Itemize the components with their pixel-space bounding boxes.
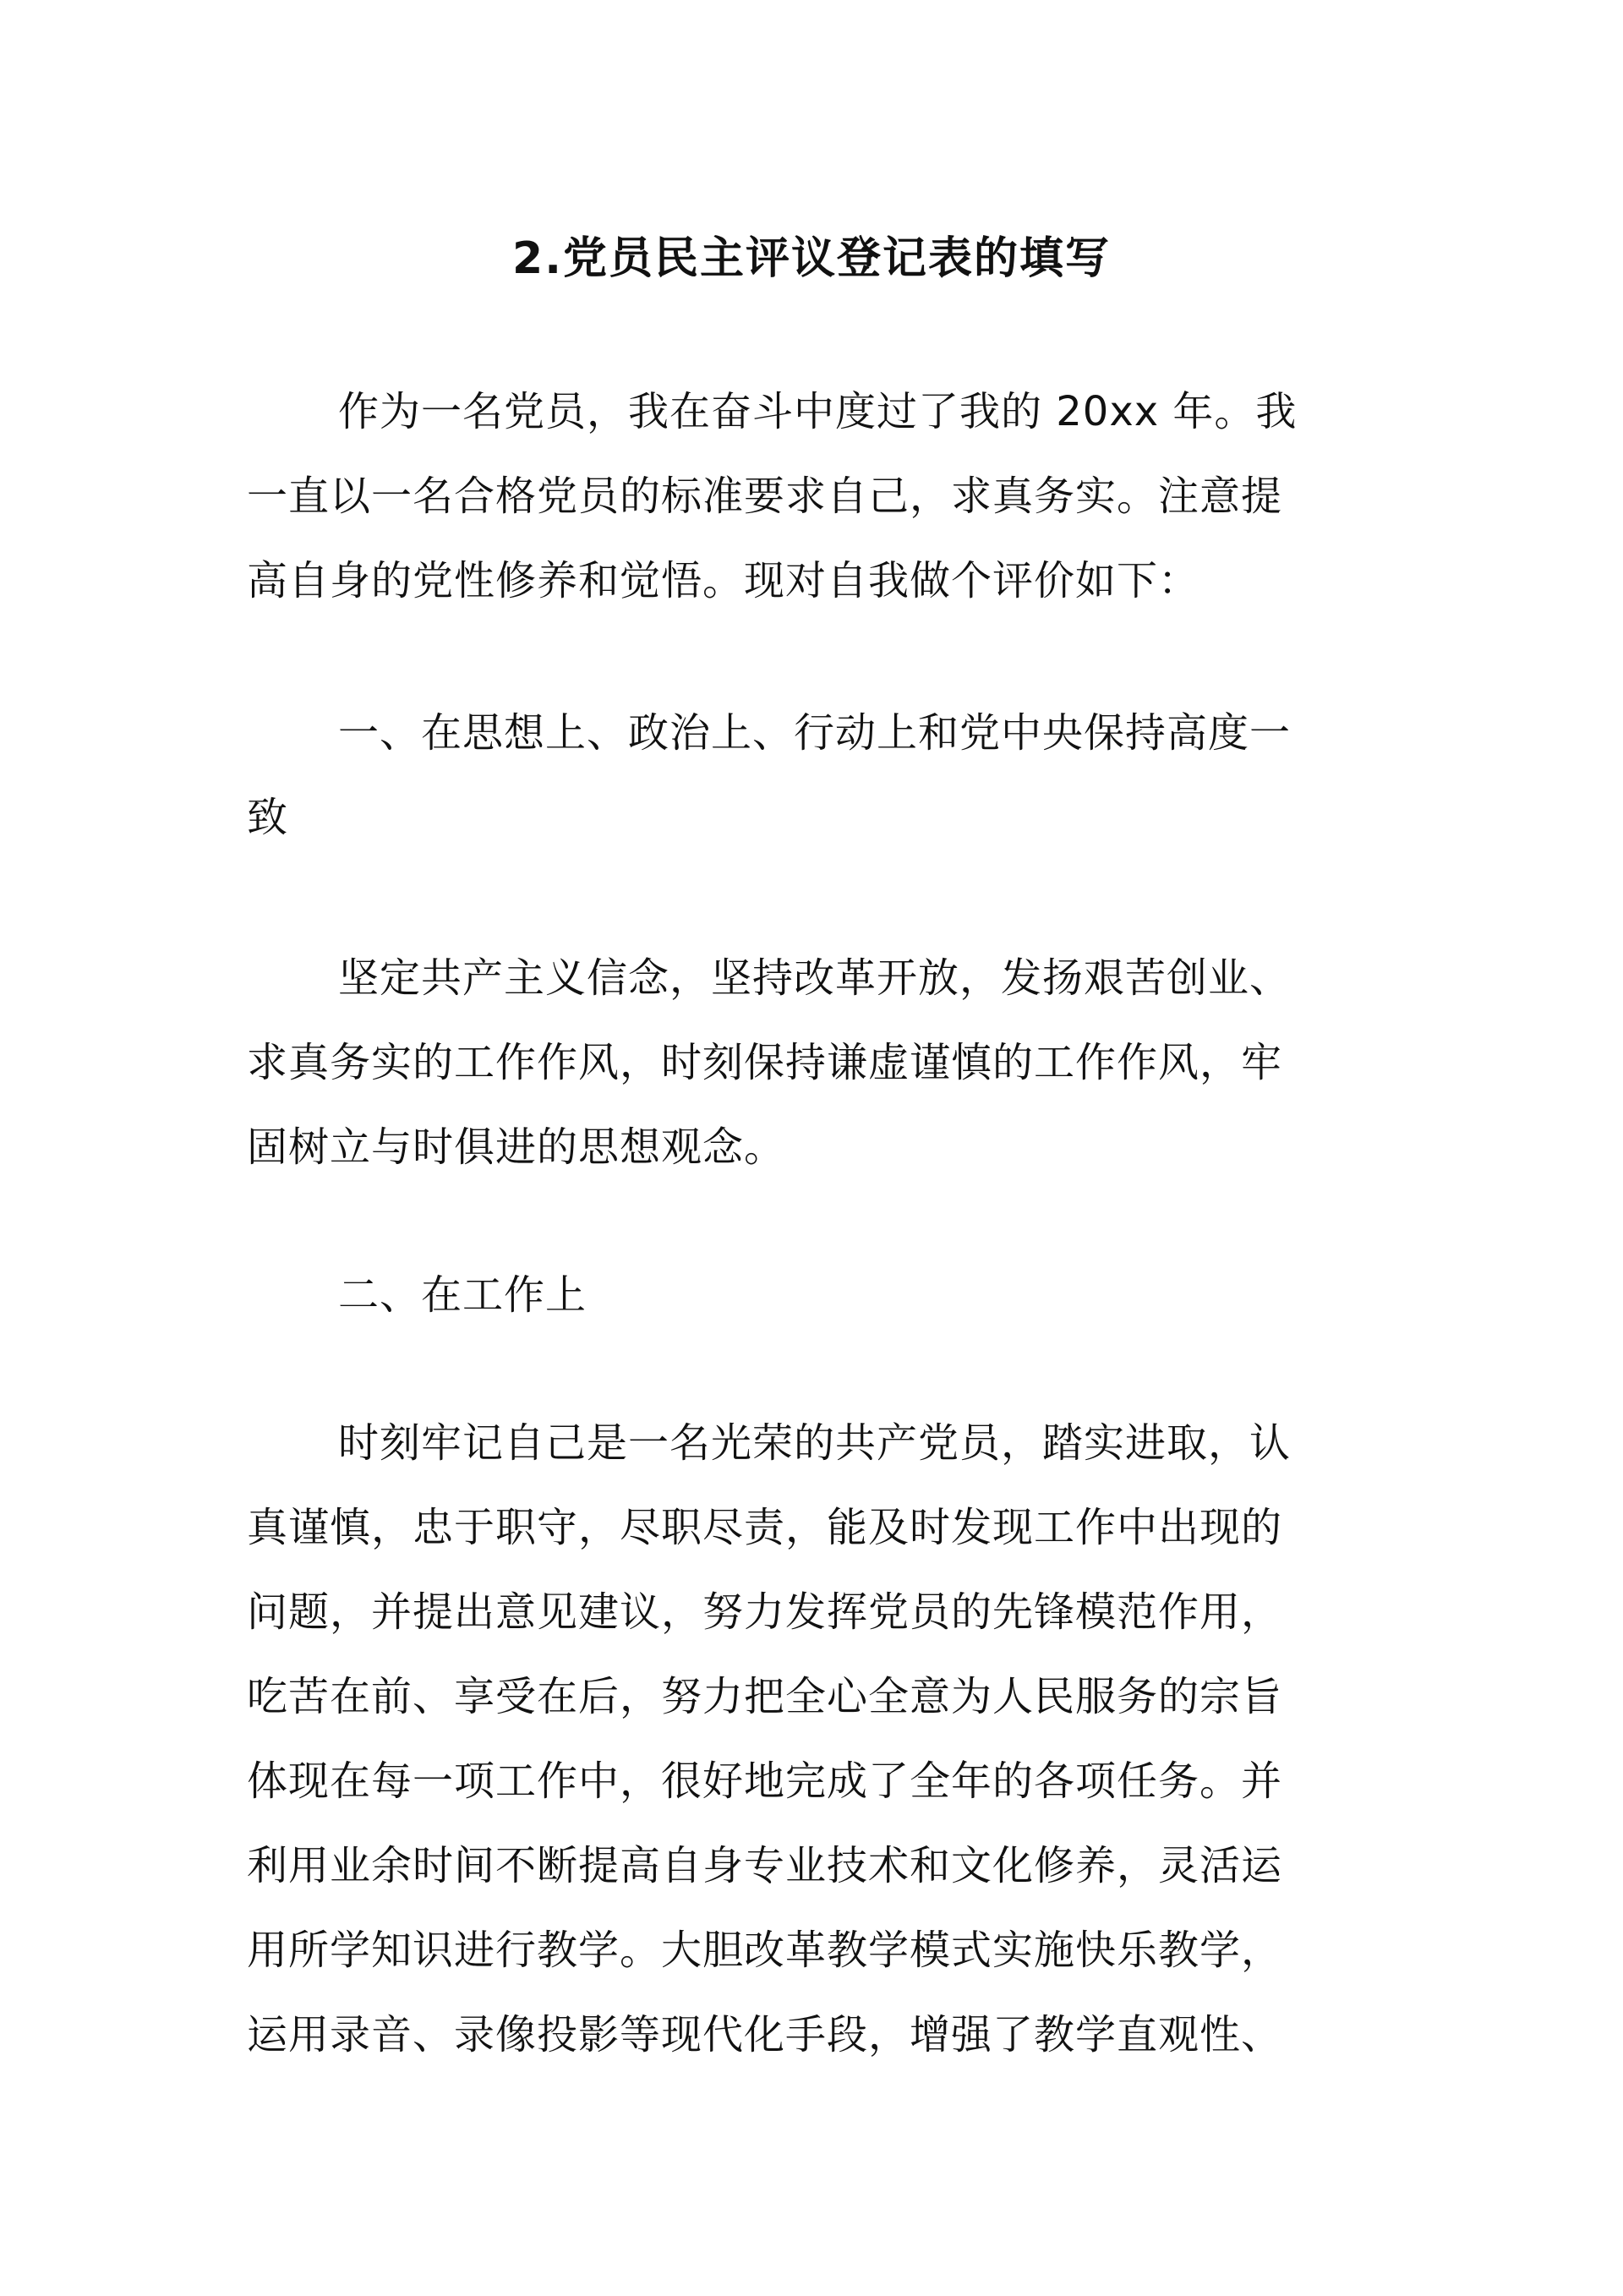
section-two-body-line-4: 吃苦在前、享受在后，努力把全心全意为人民服务的宗旨 — [247, 1673, 1283, 1720]
section-two-body-line-7: 用所学知识进行教学。大胆改革教学模式实施快乐教学， — [247, 1927, 1283, 1974]
intro-paragraph-line-2: 一直以一名合格党员的标准要求自己，求真务实。注意提 — [247, 473, 1283, 520]
intro-paragraph-line-3: 高自身的党性修养和觉悟。现对自我做个评价如下： — [247, 557, 1200, 604]
section-one-body-line-1: 坚定共产主义信念，坚持改革开放，发扬艰苦创业、 — [338, 954, 1292, 1002]
section-two-body-line-2: 真谨慎，忠于职守，尽职尽责，能及时发现工作中出现的 — [247, 1504, 1283, 1551]
section-one-heading-line-1: 一、在思想上、政治上、行动上和党中央保持高度一 — [338, 709, 1292, 757]
document-title: 2.党员民主评议登记表的填写 — [512, 233, 1111, 284]
section-two-body-line-1: 时刻牢记自己是一名光荣的共产党员，踏实进取，认 — [338, 1419, 1292, 1467]
intro-paragraph-line-1: 作为一名党员，我在奋斗中度过了我的 20xx 年。我 — [338, 388, 1298, 435]
section-two-heading-line-1: 二、在工作上 — [338, 1271, 587, 1319]
section-one-body-line-3: 固树立与时俱进的思想观念。 — [247, 1123, 786, 1171]
section-two-body-line-6: 利用业余时间不断提高自身专业技术和文化修养，灵活运 — [247, 1842, 1283, 1889]
section-two-body-line-8: 运用录音、录像投影等现代化手段，增强了教学直观性、 — [247, 2011, 1283, 2058]
section-one-heading-line-2: 致 — [247, 794, 289, 841]
section-two-body-line-3: 问题，并提出意见建议，努力发挥党员的先锋模范作用， — [247, 1588, 1283, 1636]
section-two-body-line-5: 体现在每一项工作中，很好地完成了全年的各项任务。并 — [247, 1758, 1283, 1805]
section-one-body-line-2: 求真务实的工作作风，时刻保持谦虚谨慎的工作作风，牢 — [247, 1039, 1283, 1086]
